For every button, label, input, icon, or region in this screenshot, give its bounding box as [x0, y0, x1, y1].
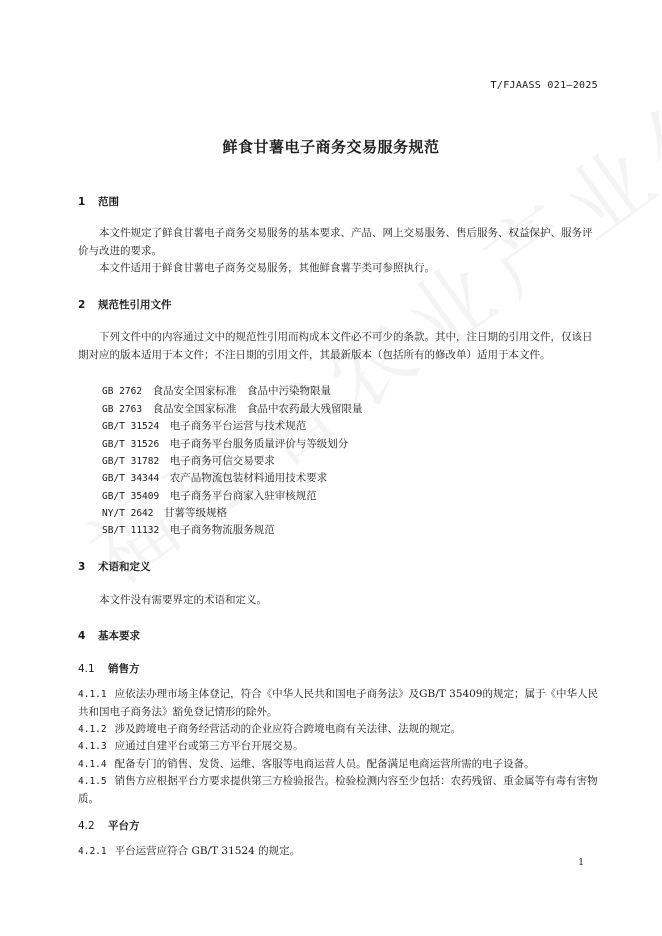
reference-name: 电子商务可信交易要求	[169, 455, 275, 467]
clause-number: 4.2.1	[78, 846, 107, 857]
reference-code: GB/T 35409	[102, 491, 160, 502]
section-title: 基本要求	[98, 630, 140, 642]
clause-item	[78, 843, 600, 861]
reference-name: 电子商务平台商家入驻审核规范	[169, 490, 317, 502]
clause-text: 应通过自建平台或第三方平台开展交易。	[114, 740, 304, 752]
reference-item	[102, 401, 363, 416]
subsection-title: 销售方	[108, 663, 140, 675]
clause-number: 4.1.4	[78, 759, 107, 770]
document-title: 鲜食甘薯电子商务交易服务规范	[222, 138, 440, 156]
page-number: 1	[578, 858, 584, 868]
section-number: 2	[78, 299, 86, 311]
section-number: 4	[78, 630, 86, 642]
reference-code: GB/T 31526	[102, 439, 160, 450]
subsection-number: 4.1	[78, 663, 95, 675]
section-heading-normative-references	[78, 297, 172, 312]
clause-text: 应依法办理市场主体登记，符合《中华人民共和国电子商务法》及GB/T 35409的规定；属于《中华人民共和国电子商务法》豁免登记情形的除外。	[78, 688, 598, 718]
clause-text: 销售方应根据平台方要求提供第三方检验报告。检验检测内容至少包括：农药残留、重金属等有毒有害物质。	[78, 775, 598, 805]
section-number: 3	[78, 561, 86, 573]
section-heading-basic-requirements	[78, 628, 140, 643]
clause-text: 涉及跨境电子商务经营活动的企业应符合跨境电商有关法律、法规的规定。	[114, 723, 462, 735]
section-title: 规范性引用文件	[98, 299, 172, 311]
paragraph: 下列文件中的内容通过文中的规范性引用而构成本文件必不可少的条款。其中，注日期的引用文件，仅该日期对应的版本适用于本文件；不注日期的引用文件，其最新版本（包括所有的修改单）适用于本文件。	[78, 331, 593, 361]
reference-name: 食品安全国家标准 食品中农药最大残留限量	[152, 403, 363, 415]
reference-name: 农产品物流包装材料通用技术要求	[169, 472, 328, 484]
reference-code: GB 2763	[102, 404, 143, 415]
reference-item	[102, 488, 317, 503]
clause-item	[78, 756, 600, 774]
subsection-heading-seller	[78, 661, 140, 676]
section-heading-scope	[78, 194, 119, 209]
reference-name: 电子商务平台服务质量评价与等级划分	[169, 438, 349, 450]
reference-code: GB/T 34344	[102, 473, 160, 484]
reference-name: 甘薯等级规格	[163, 507, 227, 519]
clause-item	[78, 773, 600, 808]
clause-item	[78, 686, 600, 721]
paragraph: 本文件规定了鲜食甘薯电子商务交易服务的基本要求、产品、网上交易服务、售后服务、权益保护、服务评价与改进的要求。	[78, 227, 593, 257]
clause-number: 4.1.1	[78, 689, 107, 700]
paragraph: 本文件没有需要界定的术语和定义。	[99, 594, 267, 606]
reference-name: 电子商务物流服务规范	[169, 524, 275, 536]
section-number: 1	[78, 196, 86, 208]
reference-code: GB/T 31782	[102, 456, 160, 467]
clause-item	[78, 738, 600, 756]
reference-item	[102, 418, 306, 433]
clause-number: 4.1.3	[78, 741, 107, 752]
reference-item	[102, 453, 275, 468]
clause-number: 4.1.2	[78, 724, 107, 735]
subsection-heading-platform	[78, 818, 140, 833]
reference-name: 食品安全国家标准 食品中污染物限量	[152, 385, 332, 397]
section-heading-terms-definitions	[78, 559, 151, 574]
reference-code: GB 2762	[102, 386, 143, 397]
reference-name: 电子商务平台运营与技术规范	[169, 420, 307, 432]
reference-item	[102, 470, 327, 485]
reference-item	[102, 522, 275, 537]
reference-code: NY/T 2642	[102, 508, 154, 519]
clause-text: 配备专门的销售、发货、运维、客服等电商运营人员。配备满足电商运营所需的电子设备。	[114, 758, 535, 770]
reference-code: GB/T 31524	[102, 421, 160, 432]
paragraph: 本文件适用于鲜食甘薯电子商务交易服务，其他鲜食薯芋类可参照执行。	[99, 262, 435, 274]
standard-code: T/FJAASS 021—2025	[490, 80, 598, 91]
clause-text: 平台运营应符合 GB/T 31524 的规定。	[114, 845, 301, 857]
subsection-title: 平台方	[108, 820, 140, 832]
clause-number: 4.1.5	[78, 776, 107, 787]
reference-item	[102, 505, 227, 520]
reference-code: SB/T 11132	[102, 525, 160, 536]
reference-item	[102, 383, 331, 398]
section-title: 范围	[98, 196, 119, 208]
reference-item	[102, 436, 348, 451]
subsection-number: 4.2	[78, 820, 95, 832]
clause-item	[78, 721, 600, 739]
section-title: 术语和定义	[98, 561, 151, 573]
